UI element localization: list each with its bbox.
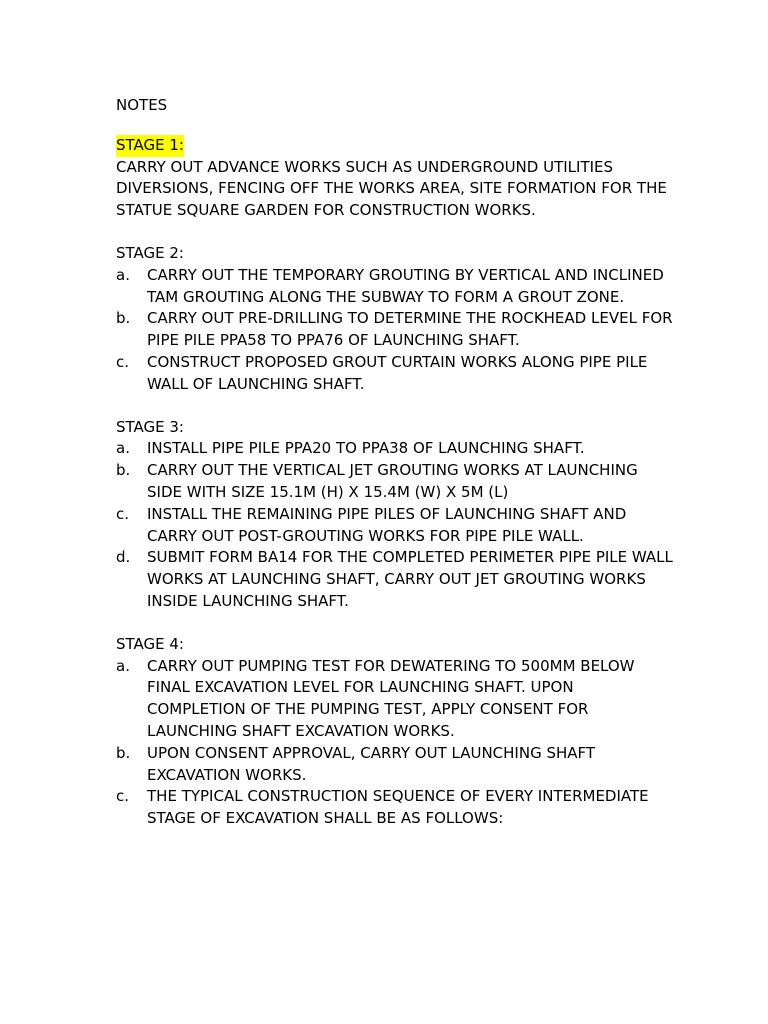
list-item bbox=[116, 656, 676, 743]
list-item-text: UPON CONSENT APPROVAL, CARRY OUT LAUNCHING SHAFT EXCAVATION WORKS. bbox=[147, 743, 596, 784]
list-item-text: CARRY OUT THE VERTICAL JET GROUTING WORKS AT LAUNCHING SIDE WITH SIZE 15.1M (H) X 15.4M (W) X 5M (L) bbox=[147, 461, 638, 501]
list-item-letter: b. bbox=[116, 461, 131, 480]
list-item-letter: b. bbox=[116, 743, 131, 762]
list-item bbox=[116, 504, 676, 548]
stage-section bbox=[116, 634, 676, 830]
list-item-text: CARRY OUT PRE-DRILLING TO DETERMINE THE ROCKHEAD LEVEL FOR PIPE PILE PPA58 TO PPA76 OF LAUNCHING SHAFT. bbox=[147, 309, 673, 350]
list-item-text: CARRY OUT THE TEMPORARY GROUTING BY VERTICAL AND INCLINED TAM GROUTING ALONG THE SUBWAY TO FORM A GROUT ZONE. bbox=[147, 265, 664, 306]
list-item bbox=[116, 786, 676, 830]
list-item-letter: a. bbox=[116, 656, 130, 675]
list-item-letter: c. bbox=[116, 352, 130, 371]
stages-list bbox=[116, 135, 676, 830]
list-item bbox=[116, 265, 676, 309]
list-item-text: CARRY OUT PUMPING TEST FOR DEWATERING TO 500MM BELOW FINAL EXCAVATION LEVEL FOR LAUNCHING SHAFT. UPON COMPLETION OF THE PUMPING TEST, APPLY CONSENT FOR LAUNCHING SHAFT EXCAVATION WORKS. bbox=[147, 656, 635, 740]
list-item bbox=[116, 547, 676, 612]
stage-heading: STAGE 3: bbox=[116, 417, 184, 436]
stage-heading-row bbox=[116, 417, 676, 439]
list-item-text: THE TYPICAL CONSTRUCTION SEQUENCE OF EVERY INTERMEDIATE STAGE OF EXCAVATION SHALL BE AS FOLLOWS: bbox=[147, 787, 649, 828]
list-item-text: CONSTRUCT PROPOSED GROUT CURTAIN WORKS ALONG PIPE PILE WALL OF LAUNCHING SHAFT. bbox=[147, 352, 648, 393]
stage-heading-row bbox=[116, 634, 676, 656]
stage-section bbox=[116, 135, 676, 222]
list-item bbox=[116, 352, 676, 396]
stage-heading-row bbox=[116, 243, 676, 265]
stage-section bbox=[116, 243, 676, 396]
list-item bbox=[116, 460, 676, 504]
stage-paragraph: CARRY OUT ADVANCE WORKS SUCH AS UNDERGROUND UTILITIES DIVERSIONS, FENCING OFF THE WORKS AREA, SITE FORMATION FOR THE STATUE SQUARE GARDEN FOR CONSTRUCTION WORKS. bbox=[116, 157, 667, 220]
list-item-text: INSTALL PIPE PILE PPA20 TO PPA38 OF LAUNCHING SHAFT. bbox=[147, 439, 585, 458]
list-item bbox=[116, 743, 676, 787]
list-item-letter: b. bbox=[116, 309, 131, 328]
list-item-letter: c. bbox=[116, 787, 130, 806]
document-page bbox=[116, 95, 676, 851]
notes-title: NOTES bbox=[116, 96, 168, 114]
list-item-letter: d. bbox=[116, 548, 131, 567]
stage-heading-row bbox=[116, 135, 676, 157]
stage-heading: STAGE 4: bbox=[116, 634, 184, 653]
list-item-text: SUBMIT FORM BA14 FOR THE COMPLETED PERIMETER PIPE PILE WALL WORKS AT LAUNCHING SHAFT, CARRY OUT JET GROUTING WORKS INSIDE LAUNCHING SHAFT. bbox=[147, 548, 673, 610]
list-item-text: INSTALL THE REMAINING PIPE PILES OF LAUNCHING SHAFT AND CARRY OUT POST-GROUTING WORKS FOR PIPE PILE WALL. bbox=[147, 504, 627, 545]
stage-heading: STAGE 2: bbox=[116, 243, 184, 262]
list-item-letter: a. bbox=[116, 439, 130, 458]
list-item-letter: c. bbox=[116, 504, 130, 523]
stage-heading: STAGE 1: bbox=[116, 135, 184, 157]
list-item bbox=[116, 308, 676, 352]
list-item bbox=[116, 438, 676, 460]
list-item-letter: a. bbox=[116, 265, 130, 284]
stage-section bbox=[116, 417, 676, 613]
